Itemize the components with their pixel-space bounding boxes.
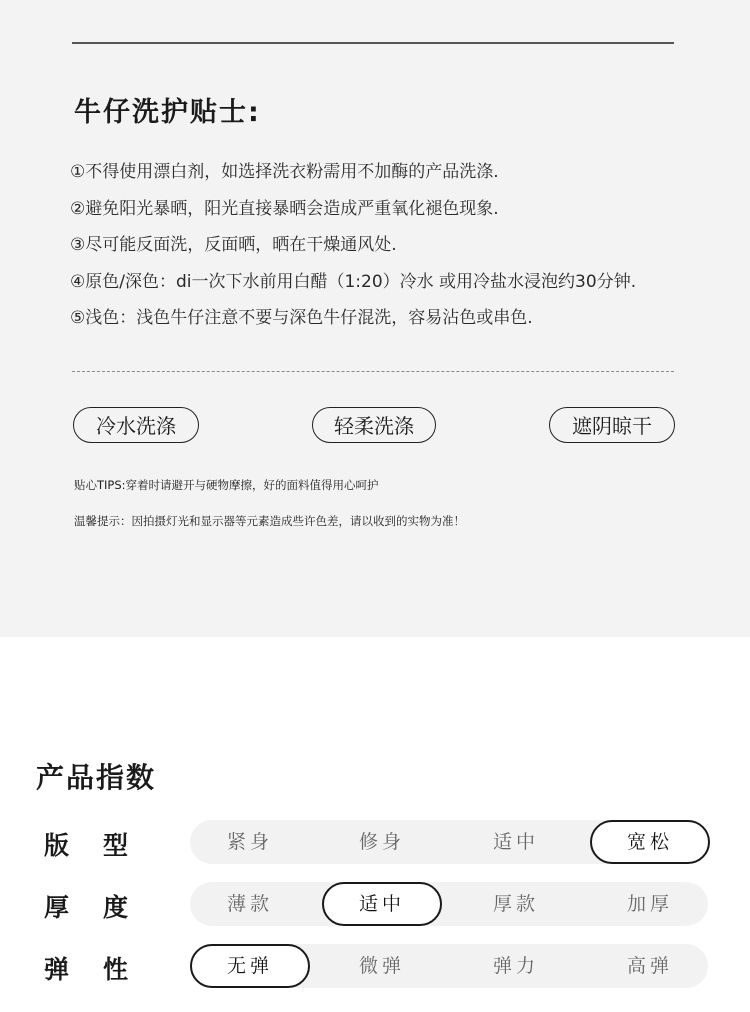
elasticity-option-selected: 无弹 bbox=[190, 944, 310, 988]
thickness-option: 薄款 bbox=[226, 893, 273, 915]
thickness-label: 厚度 bbox=[44, 893, 163, 922]
fit-option: 修身 bbox=[358, 831, 405, 853]
care-tip: ③尽可能反面洗，反面晒，晒在干燥通风处. bbox=[70, 235, 397, 255]
color-disclaimer: 温馨提示：因拍摄灯光和显示器等元素造成些许色差，请以收到的实物为准！ bbox=[74, 514, 465, 528]
fit-option: 紧身 bbox=[226, 831, 273, 853]
care-tip: ④原色/深色：di一次下水前用白醋（1:20）冷水 或用冷盐水浸泡约30分钟. bbox=[70, 271, 637, 292]
tips-note: 贴心TIPS:穿着时请避开与硬物摩擦，好的面料值得用心呵护 bbox=[74, 478, 379, 492]
care-tip: ②避免阳光暴晒，阳光直接暴晒会造成严重氧化褪色现象. bbox=[70, 198, 499, 219]
care-title: 牛仔洗护贴士: bbox=[74, 97, 261, 128]
fit-option-selected: 宽松 bbox=[590, 820, 710, 864]
thickness-option: 加厚 bbox=[626, 893, 673, 915]
fit-option: 适中 bbox=[492, 831, 539, 853]
care-tips-list bbox=[70, 154, 710, 337]
care-tip: ①不得使用漂白剂，如选择洗衣粉需用不加酶的产品洗涤. bbox=[70, 162, 499, 182]
elasticity-option: 弹力 bbox=[492, 955, 539, 977]
top-divider bbox=[72, 42, 674, 44]
elasticity-label: 弹性 bbox=[44, 955, 163, 984]
badge-shade-dry: 遮阴晾干 bbox=[549, 407, 675, 443]
fit-label: 版型 bbox=[44, 831, 163, 860]
thickness-scale bbox=[190, 882, 708, 926]
product-index-title: 产品指数 bbox=[36, 761, 157, 794]
thickness-option-selected: 适中 bbox=[322, 882, 442, 926]
elasticity-option: 高弹 bbox=[626, 955, 673, 977]
badge-cold-wash: 冷水洗涤 bbox=[73, 407, 199, 443]
elasticity-option: 微弹 bbox=[358, 955, 405, 977]
care-tip: ⑤浅色：浅色牛仔注意不要与深色牛仔混洗，容易沾色或串色. bbox=[70, 308, 533, 328]
elasticity-scale bbox=[190, 944, 708, 988]
badge-gentle-wash: 轻柔洗涤 bbox=[312, 407, 436, 443]
fit-scale bbox=[190, 820, 708, 864]
thickness-option: 厚款 bbox=[492, 893, 539, 915]
dashed-divider bbox=[72, 371, 674, 372]
